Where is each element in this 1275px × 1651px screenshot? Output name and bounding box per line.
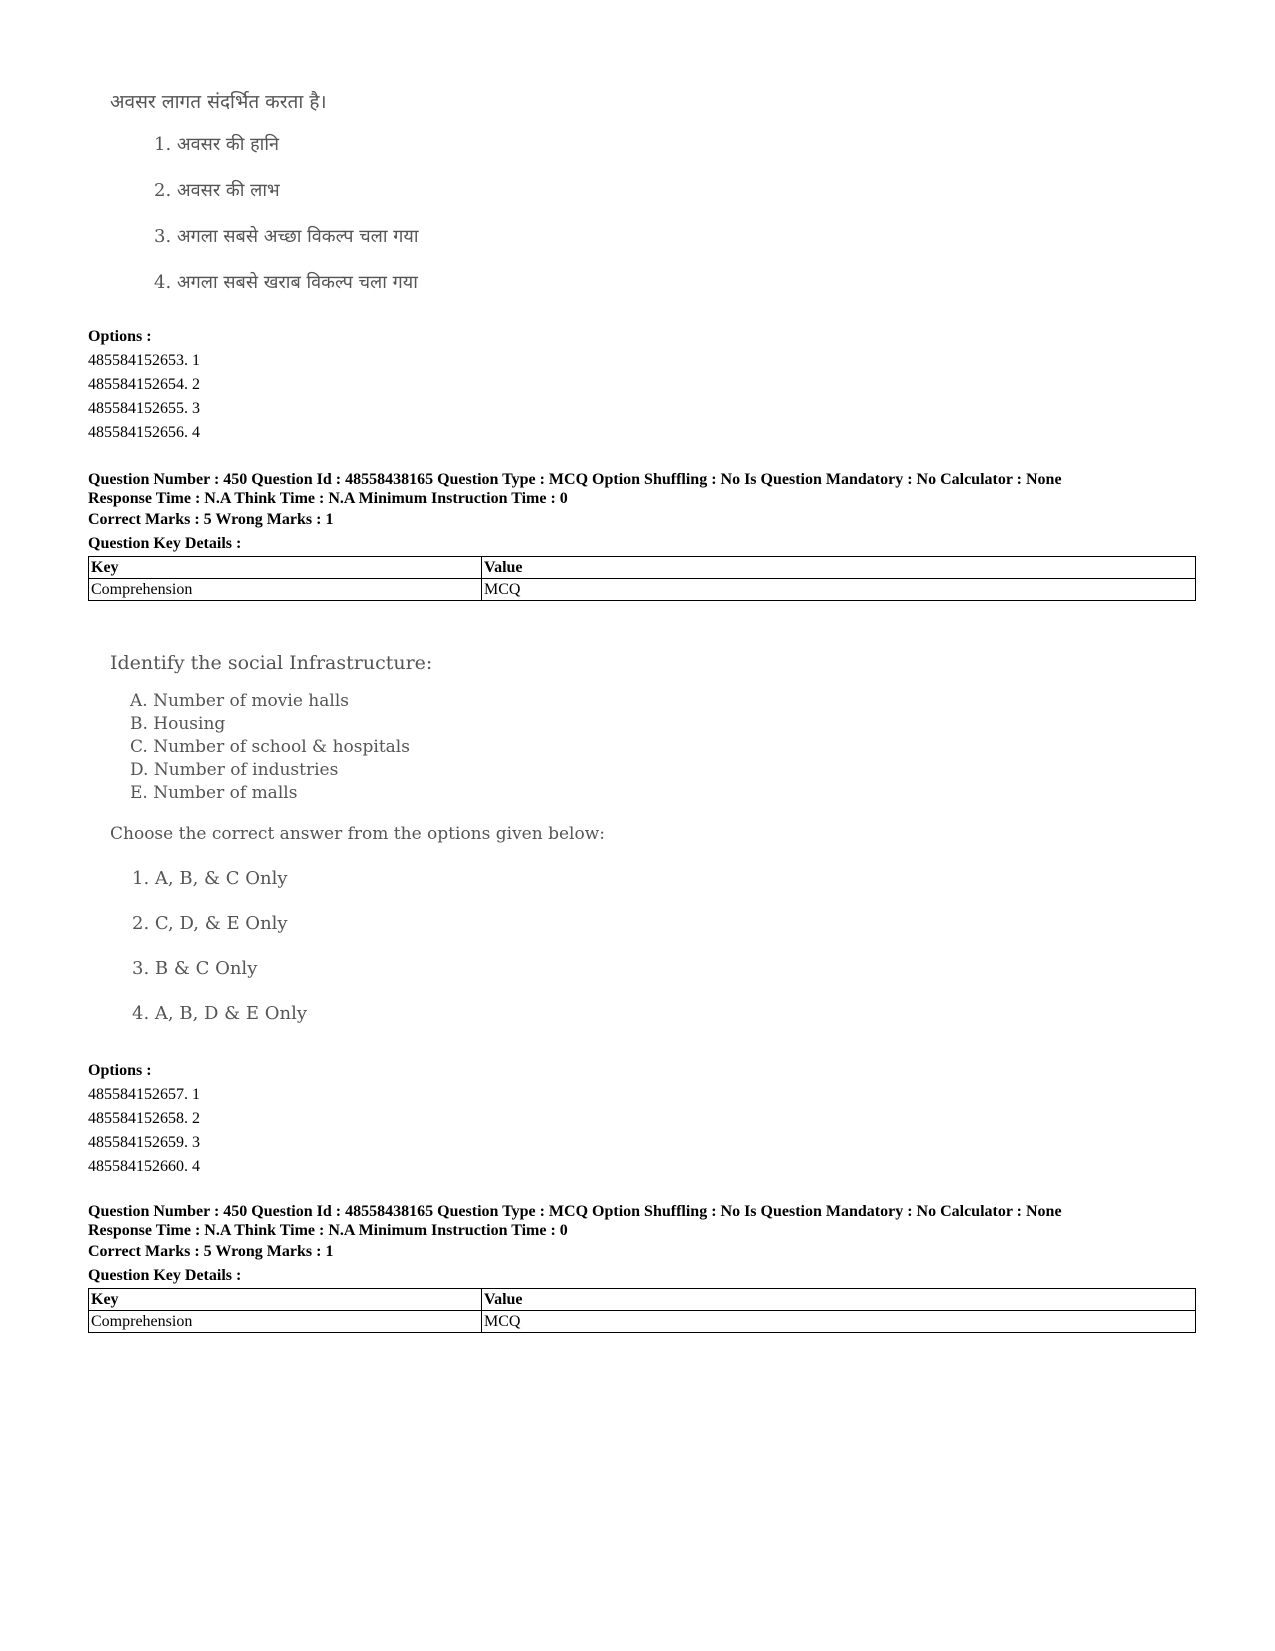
question-stem: अवसर लागत संदर्भित करता है। xyxy=(110,91,327,113)
question-option: 3. B & C Only xyxy=(132,958,258,979)
option-item: 485584152653. 1 xyxy=(88,352,200,369)
question-meta xyxy=(88,1202,1198,1240)
key-details-label: Question Key Details : xyxy=(88,1267,242,1284)
table-header-value: Value xyxy=(482,1289,1196,1311)
statement-item: E. Number of malls xyxy=(130,783,298,803)
question-meta-line2: Response Time : N.A Think Time : N.A Minimum Instruction Time : 0 xyxy=(88,490,568,507)
question-option: 3. अगला सबसे अच्छा विकल्प चला गया xyxy=(154,226,419,247)
question-meta-line2: Response Time : N.A Think Time : N.A Minimum Instruction Time : 0 xyxy=(88,1222,568,1239)
question-option: 2. C, D, & E Only xyxy=(132,913,288,934)
options-list xyxy=(88,1059,200,1179)
table-header-row xyxy=(89,557,1196,579)
statement-item: A. Number of movie halls xyxy=(130,691,349,711)
key-details-table xyxy=(88,556,1196,601)
choose-instruction: Choose the correct answer from the options given below: xyxy=(110,824,605,844)
options-label: Options : xyxy=(88,1062,152,1079)
key-details-table xyxy=(88,1288,1196,1333)
options-label: Options : xyxy=(88,328,152,345)
question-option: 4. A, B, D & E Only xyxy=(132,1003,308,1024)
table-cell-key: Comprehension xyxy=(89,1311,482,1333)
question-meta xyxy=(88,470,1198,508)
option-item: 485584152660. 4 xyxy=(88,1158,200,1175)
table-header-row xyxy=(89,1289,1196,1311)
question-option: 1. अवसर की हानि xyxy=(154,134,279,155)
statement-item: B. Housing xyxy=(130,714,226,734)
question-option: 1. A, B, & C Only xyxy=(132,868,288,889)
option-item: 485584152658. 2 xyxy=(88,1110,200,1127)
table-cell-value: MCQ xyxy=(482,1311,1196,1333)
question-option: 2. अवसर की लाभ xyxy=(154,180,280,201)
table-header-key: Key xyxy=(89,557,482,579)
option-item: 485584152659. 3 xyxy=(88,1134,200,1151)
table-row xyxy=(89,579,1196,601)
table-cell-value: MCQ xyxy=(482,579,1196,601)
table-header-value: Value xyxy=(482,557,1196,579)
options-list xyxy=(88,325,200,445)
question-meta-line1: Question Number : 450 Question Id : 48558438165 Question Type : MCQ Option Shuffling : No Is Question Mandatory : No Calculator : None xyxy=(88,471,1062,488)
key-details-label: Question Key Details : xyxy=(88,535,242,552)
option-item: 485584152656. 4 xyxy=(88,424,200,441)
statement-item: C. Number of school & hospitals xyxy=(130,737,410,757)
option-item: 485584152657. 1 xyxy=(88,1086,200,1103)
question-option: 4. अगला सबसे खराब विकल्प चला गया xyxy=(154,272,418,293)
statement-item: D. Number of industries xyxy=(130,760,339,780)
table-cell-key: Comprehension xyxy=(89,579,482,601)
marks-line: Correct Marks : 5 Wrong Marks : 1 xyxy=(88,511,334,528)
table-header-key: Key xyxy=(89,1289,482,1311)
option-item: 485584152655. 3 xyxy=(88,400,200,417)
question-meta-line1: Question Number : 450 Question Id : 48558438165 Question Type : MCQ Option Shuffling : No Is Question Mandatory : No Calculator : None xyxy=(88,1203,1062,1220)
option-item: 485584152654. 2 xyxy=(88,376,200,393)
table-row xyxy=(89,1311,1196,1333)
marks-line: Correct Marks : 5 Wrong Marks : 1 xyxy=(88,1243,334,1260)
question-stem: Identify the social Infrastructure: xyxy=(110,652,433,674)
